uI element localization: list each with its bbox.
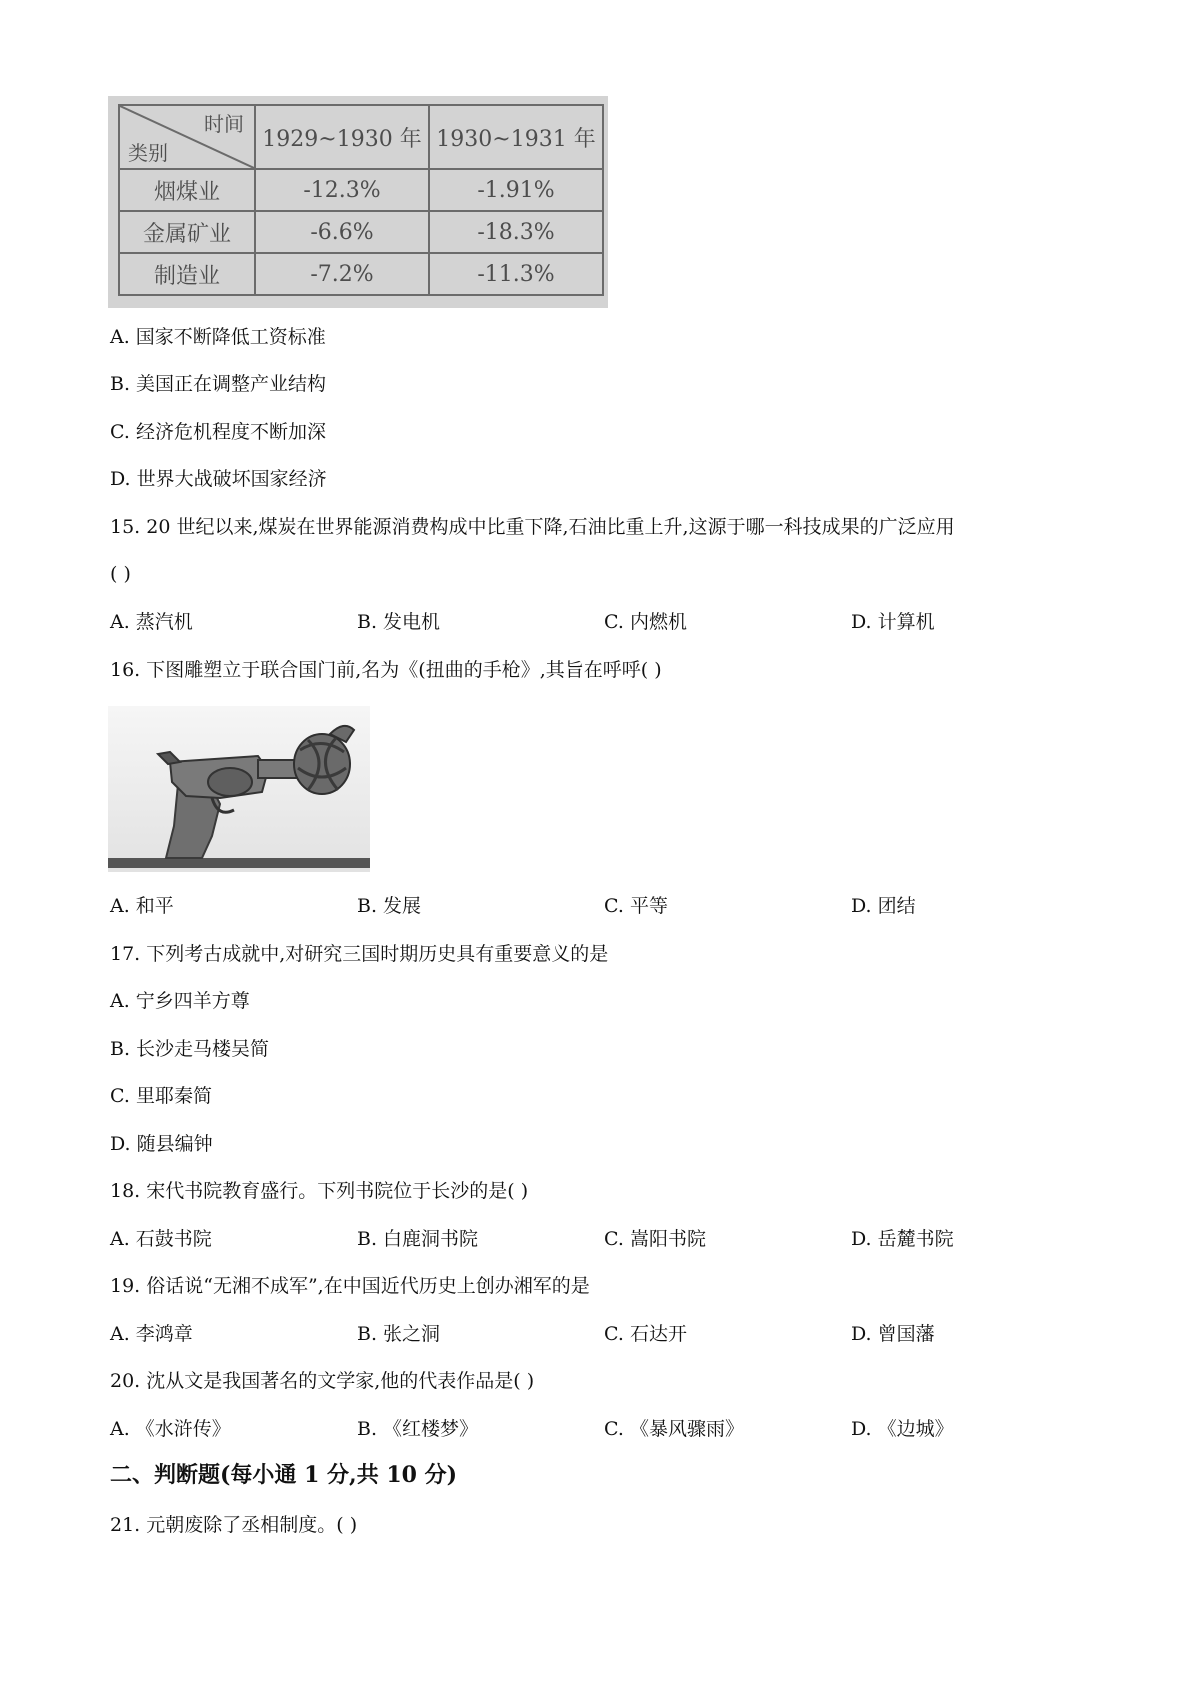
q19-option-c: C. 石达开 xyxy=(604,1323,687,1345)
corner-top-label: 时间 xyxy=(204,112,244,136)
table-cell: -7.2% xyxy=(255,253,429,295)
table-cell: -6.6% xyxy=(255,211,429,253)
q17-stem: 17. 下列考古成就中,对研究三国时期历史具有重要意义的是 xyxy=(110,943,609,965)
table-row xyxy=(119,169,603,211)
q20-stem: 20. 沈从文是我国著名的文学家,他的代表作品是( ) xyxy=(110,1370,535,1392)
q15-option-d: D. 计算机 xyxy=(851,611,935,633)
q19-option-a: A. 李鸿章 xyxy=(110,1323,193,1345)
decline-table xyxy=(118,104,604,296)
q20-options xyxy=(110,1416,1110,1442)
q17-option-d: D. 随县编钟 xyxy=(110,1133,213,1155)
q15-option-b: B. 发电机 xyxy=(357,611,441,633)
q16-options xyxy=(110,893,1110,919)
q18-option-d: D. 岳麓书院 xyxy=(851,1228,954,1250)
q18-stem: 18. 宋代书院教育盛行。下列书院位于长沙的是( ) xyxy=(110,1180,529,1202)
q18-option-b: B. 白鹿洞书院 xyxy=(357,1228,479,1250)
q20-option-d: D. 《边城》 xyxy=(851,1418,954,1440)
q21-stem: 21. 元朝废除了丞相制度。( ) xyxy=(110,1514,358,1536)
table-cell: -1.91% xyxy=(429,169,603,211)
q17-option-c: C. 里耶秦简 xyxy=(110,1085,212,1107)
q16-option-b: B. 发展 xyxy=(357,895,422,917)
knotted-gun-sculpture-image xyxy=(108,706,370,872)
table-header-row xyxy=(119,105,603,169)
column-header: 1929~1930 年 xyxy=(255,105,429,169)
table-cell: -18.3% xyxy=(429,211,603,253)
q19-option-b: B. 张之洞 xyxy=(357,1323,441,1345)
q14-option-a: A. 国家不断降低工资标准 xyxy=(110,326,326,348)
q15-option-c: C. 内燃机 xyxy=(604,611,687,633)
q18-option-c: C. 嵩阳书院 xyxy=(604,1228,706,1250)
q19-options xyxy=(110,1321,1110,1347)
q20-option-a: A. 《水浒传》 xyxy=(110,1418,231,1440)
row-category: 制造业 xyxy=(119,253,255,295)
q16-stem: 16. 下图雕塑立于联合国门前,名为《(扭曲的手枪》,其旨在呼呼( ) xyxy=(110,659,662,681)
q15-stem: 15. 20 世纪以来,煤炭在世界能源消费构成中比重下降,石油比重上升,这源于哪一科技成果的广泛应用 xyxy=(110,516,955,538)
q19-option-d: D. 曾国藩 xyxy=(851,1323,935,1345)
table-row xyxy=(119,253,603,295)
q18-option-a: A. 石鼓书院 xyxy=(110,1228,212,1250)
q16-option-a: A. 和平 xyxy=(110,895,174,917)
q17-option-a: A. 宁乡四羊方尊 xyxy=(110,990,250,1012)
section-heading: 二、判断题(每小通 1 分,共 10 分) xyxy=(110,1462,458,1488)
q18-options xyxy=(110,1226,1110,1252)
row-category: 烟煤业 xyxy=(119,169,255,211)
q14-option-c: C. 经济危机程度不断加深 xyxy=(110,421,326,443)
column-header: 1930~1931 年 xyxy=(429,105,603,169)
q20-option-c: C. 《暴风骤雨》 xyxy=(604,1418,744,1440)
q15-options xyxy=(110,609,1110,635)
q17-option-b: B. 长沙走马楼吴简 xyxy=(110,1038,270,1060)
q20-option-b: B. 《红楼梦》 xyxy=(357,1418,479,1440)
table-row xyxy=(119,211,603,253)
table-cell: -11.3% xyxy=(429,253,603,295)
q14-option-b: B. 美国正在调整产业结构 xyxy=(110,373,327,395)
corner-bottom-label: 类别 xyxy=(128,141,168,165)
table-cell: -12.3% xyxy=(255,169,429,211)
q19-stem: 19. 俗话说“无湘不成军”,在中国近代历史上创办湘军的是 xyxy=(110,1275,590,1297)
q14-option-d: D. 世界大战破坏国家经济 xyxy=(110,468,327,490)
q16-option-d: D. 团结 xyxy=(851,895,916,917)
q16-option-c: C. 平等 xyxy=(604,895,668,917)
q15-option-a: A. 蒸汽机 xyxy=(110,611,193,633)
scanned-table-image xyxy=(108,96,608,308)
table-corner-cell xyxy=(119,105,255,169)
q15-answer-blank: ( ) xyxy=(110,563,131,585)
row-category: 金属矿业 xyxy=(119,211,255,253)
